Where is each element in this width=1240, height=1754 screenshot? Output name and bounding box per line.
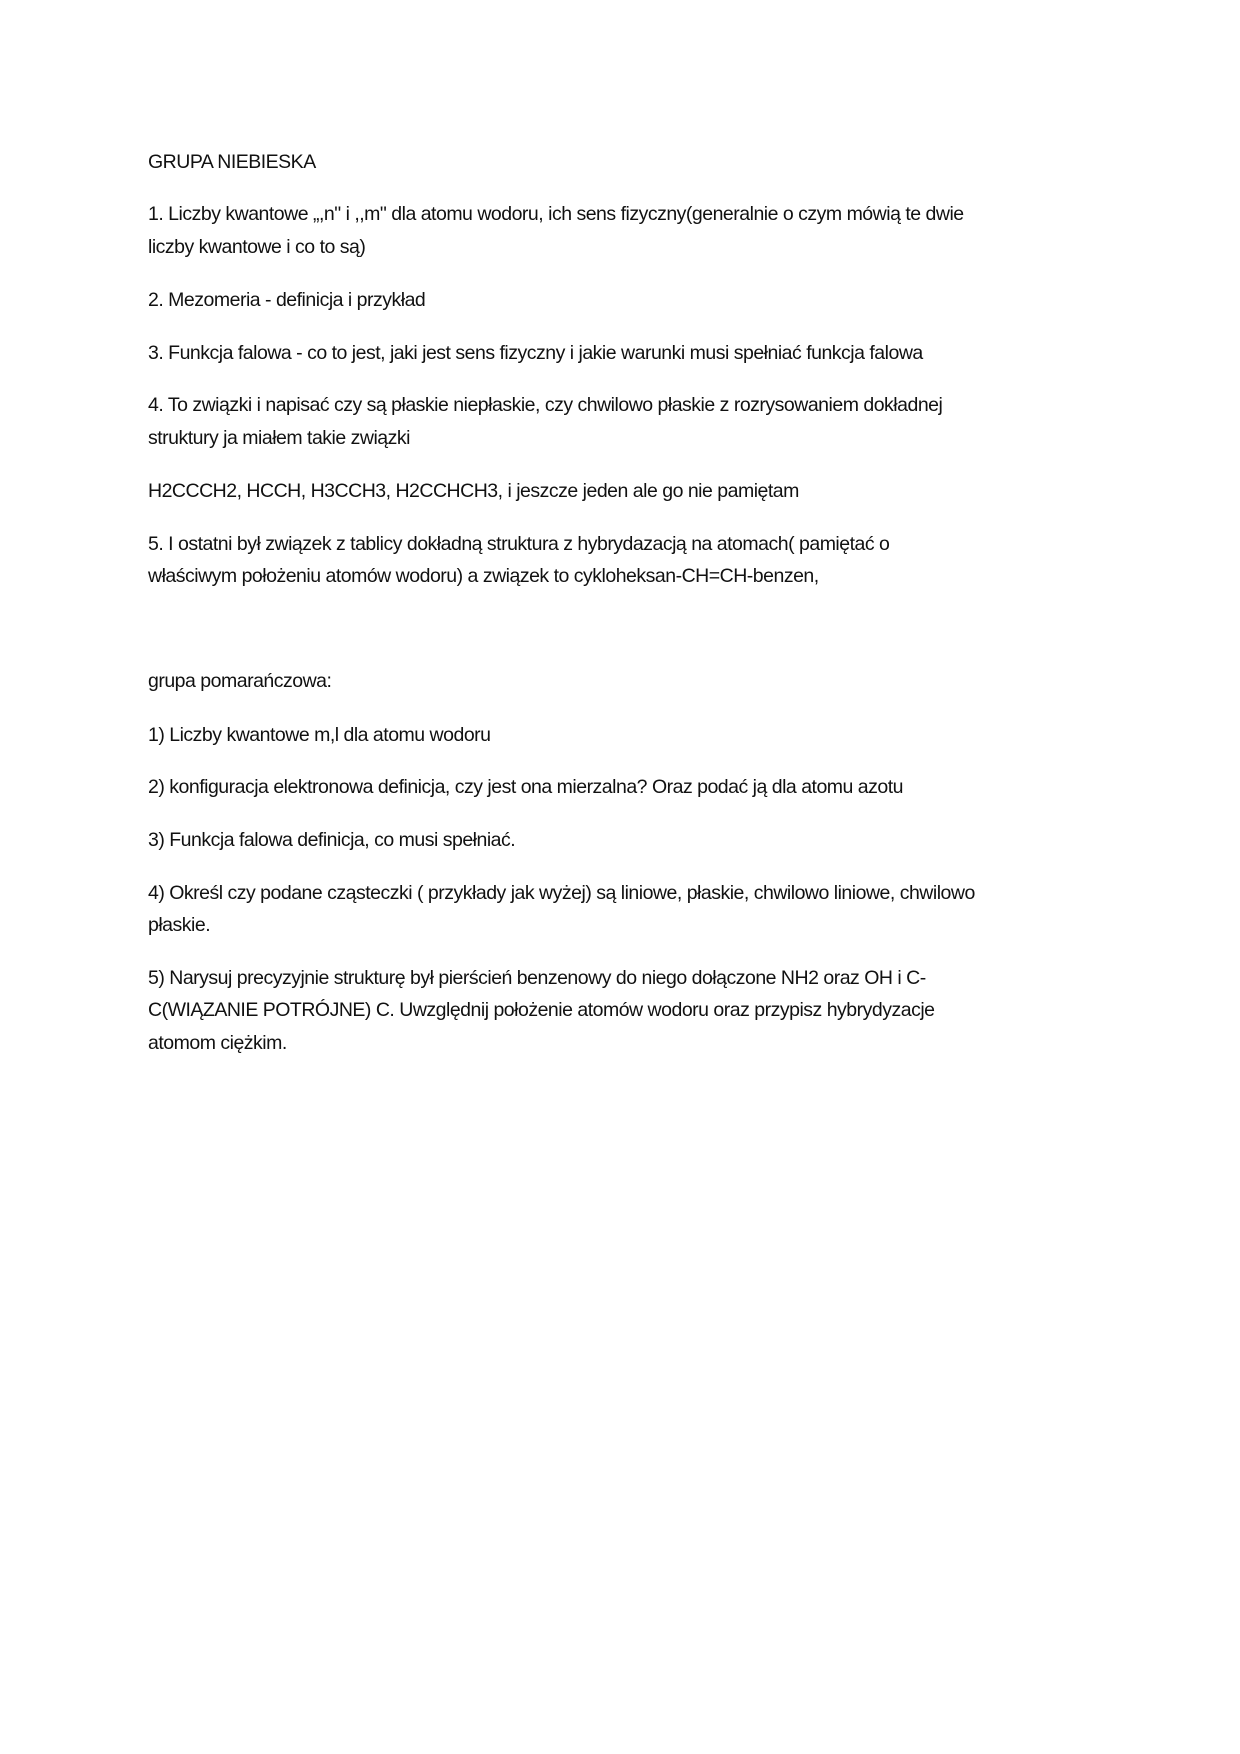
orange-item-3: 3) Funkcja falowa definicja, co musi spełniać. [148, 829, 516, 851]
orange-item-4-line-2: płaskie. [148, 914, 211, 936]
blue-group-title: GRUPA NIEBIESKA [148, 151, 316, 173]
orange-item-5-line-3: atomom ciężkim. [148, 1032, 287, 1054]
compound-list: H2CCCH2, HCCH, H3CCH3, H2CCHCH3, i jeszcze jeden ale go nie pamiętam [148, 480, 799, 502]
blue-item-5-line-2: właściwym położeniu atomów wodoru) a związek to cykloheksan-CH=CH-benzen, [148, 565, 819, 587]
orange-group-title: grupa pomarańczowa: [148, 670, 332, 692]
orange-item-4-line-1: 4) Określ czy podane cząsteczki ( przykłady jak wyżej) są liniowe, płaskie, chwilowo liniowe, chwilowo [148, 882, 975, 904]
orange-item-5-line-2: C(WIĄZANIE POTRÓJNE) C. Uwzględnij położenie atomów wodoru oraz przypisz hybrydyzacje [148, 999, 935, 1021]
orange-item-1: 1) Liczby kwantowe m,l dla atomu wodoru [148, 724, 491, 746]
orange-item-2: 2) konfiguracja elektronowa definicja, czy jest ona mierzalna? Oraz podać ją dla atomu azotu [148, 776, 904, 798]
blue-item-1-line-2: liczby kwantowe i co to są) [148, 236, 366, 258]
blue-item-5-line-1: 5. I ostatni był związek z tablicy dokładną struktura z hybrydazacją na atomach( pamiętać o [148, 533, 890, 555]
blue-item-2: 2. Mezomeria - definicja i przykład [148, 289, 426, 311]
blue-item-4-line-2: struktury ja miałem takie związki [148, 427, 410, 449]
blue-item-3: 3. Funkcja falowa - co to jest, jaki jest sens fizyczny i jakie warunki musi spełniać funkcja falowa [148, 342, 923, 364]
orange-item-5-line-1: 5) Narysuj precyzyjnie strukturę był pierścień benzenowy do niego dołączone NH2 oraz OH i C- [148, 967, 926, 989]
blue-item-4-line-1: 4. To związki i napisać czy są płaskie niepłaskie, czy chwilowo płaskie z rozrysowaniem dokładnej [148, 394, 943, 416]
blue-item-1-line-1: 1. Liczby kwantowe „,n" i ,,m" dla atomu wodoru, ich sens fizyczny(generalnie o czym mówią te dwie [148, 203, 964, 225]
